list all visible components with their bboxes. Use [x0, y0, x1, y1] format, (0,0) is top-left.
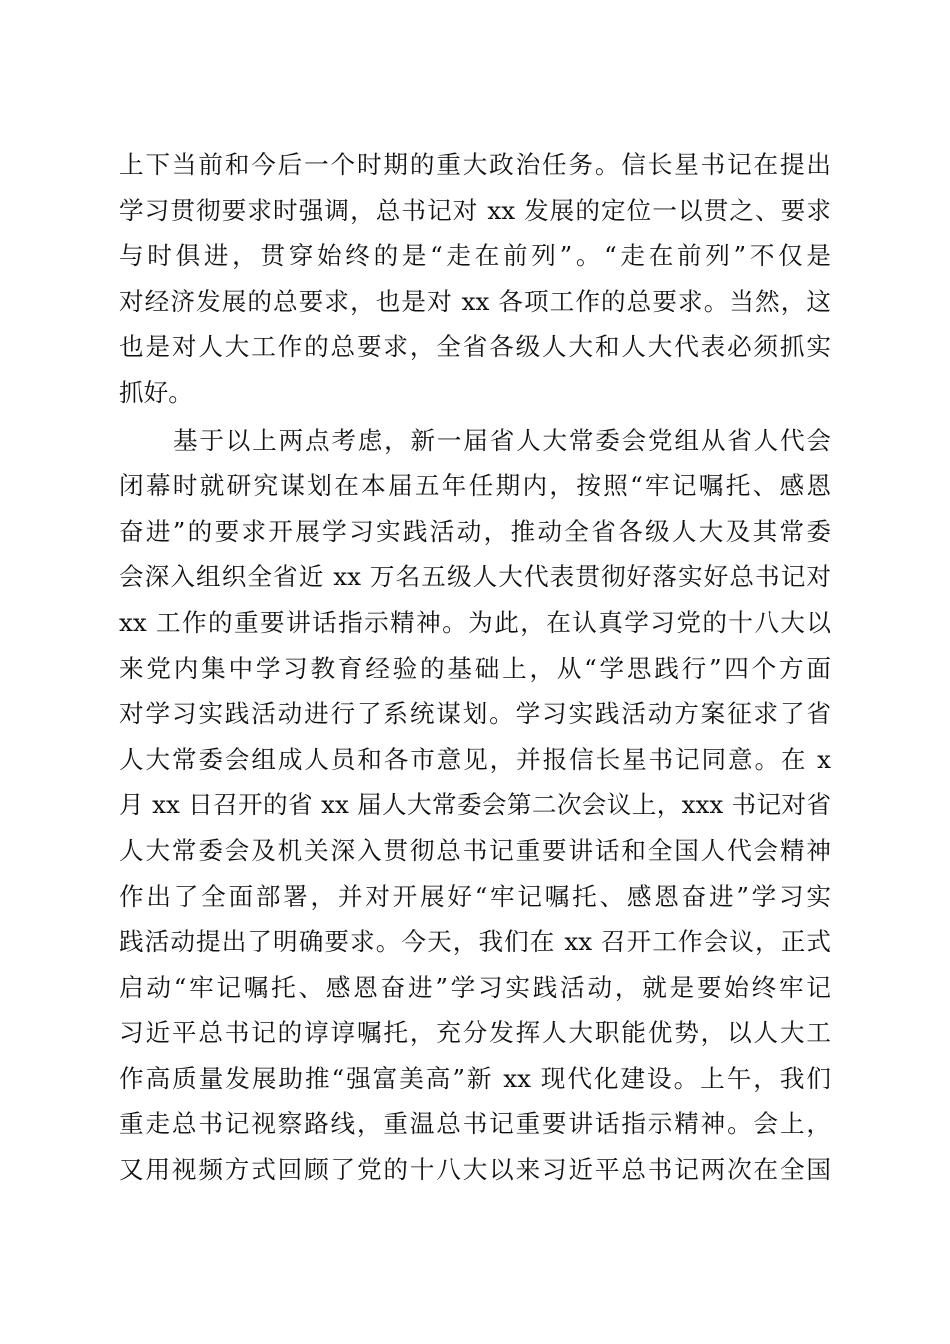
text-line: 重走总书记视察路线，重温总书记重要讲话指示精神。会上， — [119, 1109, 831, 1139]
text-line: 启动“牢记嘱托、感恩奋进”学习实践活动，就是要始终牢记 — [119, 972, 831, 1002]
text-line: 来党内集中学习教育经验的基础上，从“学思践行”四个方面 — [119, 653, 831, 683]
text-line: 闭幕时就研究谋划在本届五年任期内，按照“牢记嘱托、感恩 — [119, 471, 831, 501]
paragraph-2 — [119, 418, 831, 1193]
text-line: 月 xx 日召开的省 xx 届人大常委会第二次会议上，xxx 书记对省 — [119, 790, 831, 820]
text-line: 与时俱进，贯穿始终的是“走在前列”。“走在前列”不仅是 — [119, 241, 831, 271]
text-line: 学习贯彻要求时强调，总书记对 xx 发展的定位一以贯之、要求 — [119, 195, 831, 225]
text-line: 抓好。 — [119, 377, 193, 407]
text-line: 践活动提出了明确要求。今天，我们在 xx 召开工作会议，正式 — [119, 927, 831, 957]
text-line: 作高质量发展助推“强富美高”新 xx 现代化建设。上午，我们 — [119, 1063, 831, 1093]
document-body — [119, 142, 831, 1193]
text-line: 也是对人大工作的总要求，全省各级人大和人大代表必须抓实 — [119, 332, 831, 362]
text-line: 对经济发展的总要求，也是对 xx 各项工作的总要求。当然，这 — [119, 286, 831, 316]
text-line: 奋进”的要求开展学习实践活动，推动全省各级人大及其常委 — [119, 516, 831, 546]
text-line: 会深入组织全省近 xx 万名五级人大代表贯彻好落实好总书记对 — [119, 562, 831, 592]
text-line: 又用视频方式回顾了党的十八大以来习近平总书记两次在全国 — [119, 1155, 831, 1185]
text-line: 基于以上两点考虑，新一届省人大常委会党组从省人代会 — [173, 425, 831, 455]
text-line: 人大常委会组成人员和各市意见，并报信长星书记同意。在 x — [119, 744, 831, 774]
text-line: 人大常委会及机关深入贯彻总书记重要讲话和全国人代会精神 — [119, 835, 831, 865]
paragraph-1 — [119, 142, 831, 416]
text-line: 上下当前和今后一个时期的重大政治任务。信长星书记在提出 — [119, 150, 831, 179]
text-line: 作出了全面部署，并对开展好“牢记嘱托、感恩奋进”学习实 — [119, 881, 831, 911]
text-line: 对学习实践活动进行了系统谋划。学习实践活动方案征求了省 — [119, 699, 831, 729]
text-line: xx 工作的重要讲话指示精神。为此，在认真学习党的十八大以 — [119, 607, 831, 637]
text-line: 习近平总书记的谆谆嘱托，充分发挥人大职能优势，以人大工 — [119, 1018, 831, 1048]
